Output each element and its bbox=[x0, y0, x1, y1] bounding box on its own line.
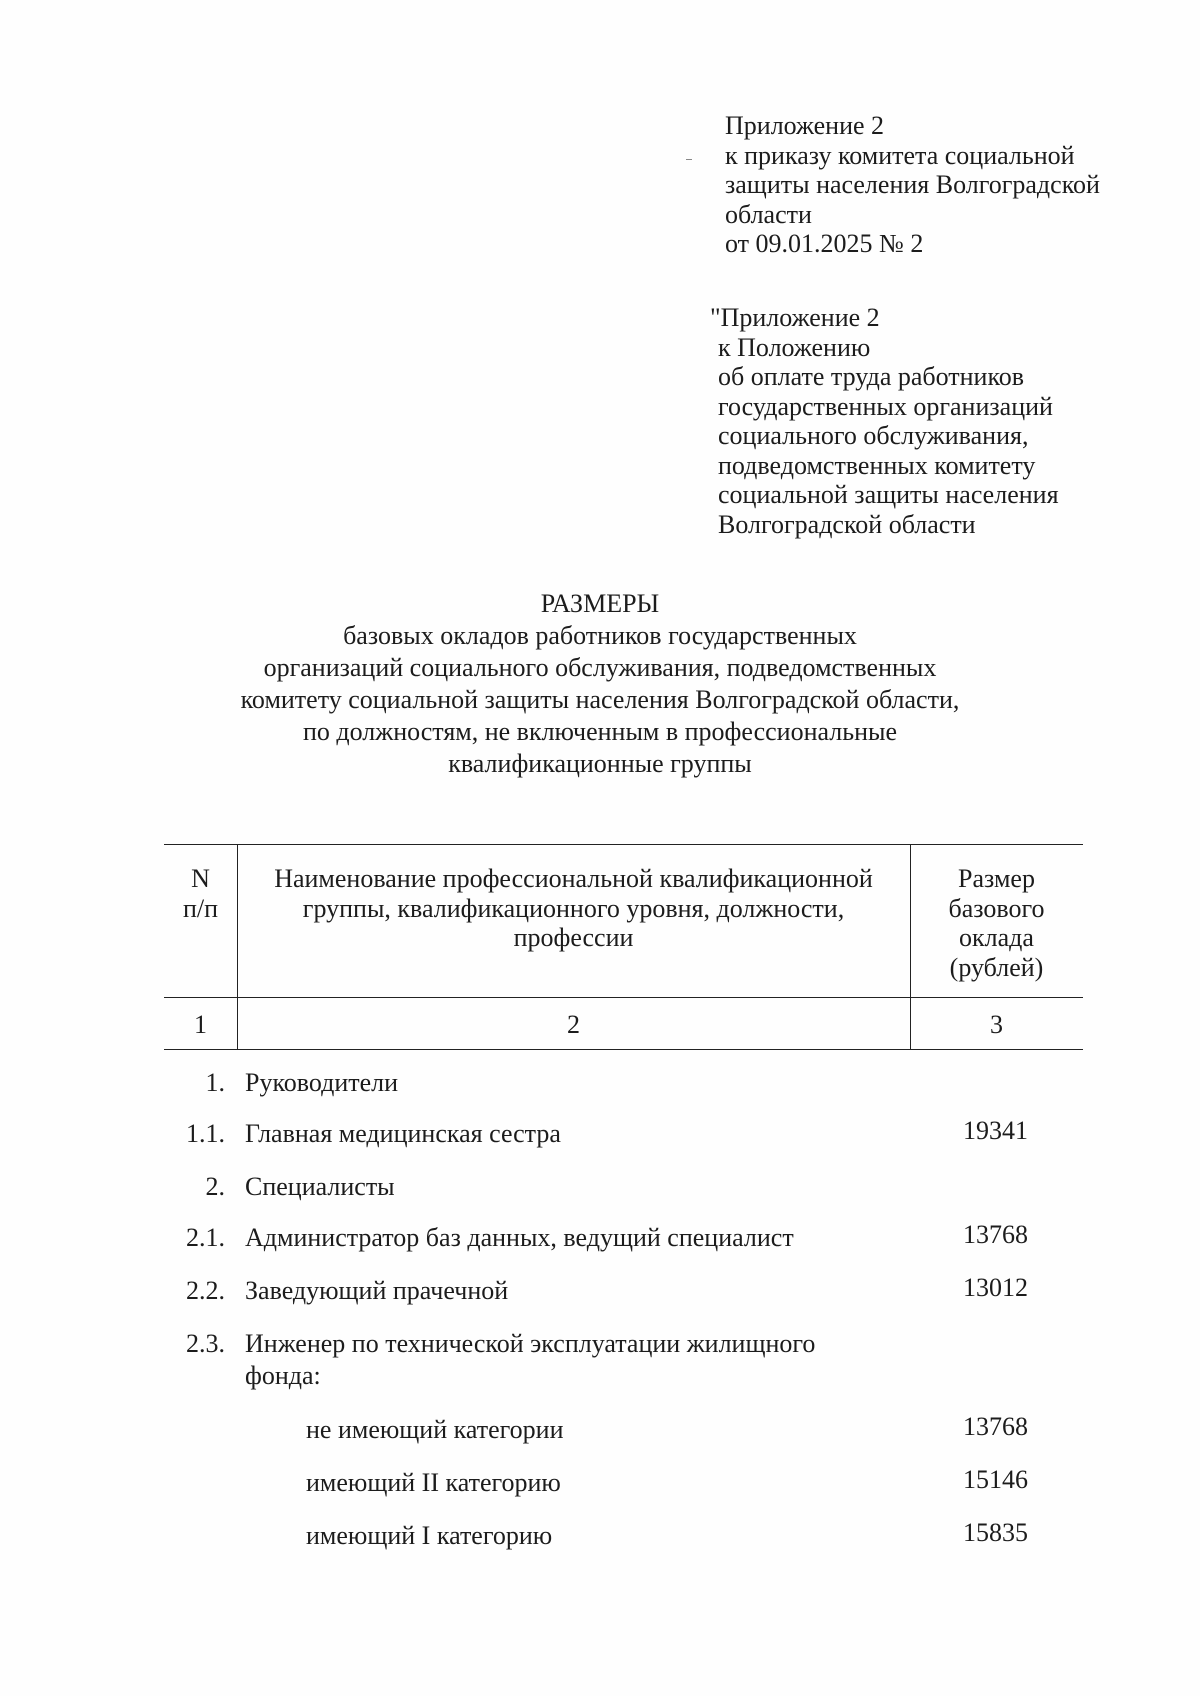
title-line: комитету социальной защиты населения Волгоградской области, bbox=[240, 685, 960, 714]
appendix-line: от 09.01.2025 № 2 bbox=[725, 229, 924, 258]
regulation-line: подведомственных комитету bbox=[718, 450, 1036, 480]
regulation-line: социальной защиты населения bbox=[718, 480, 1059, 509]
row-num: 1. bbox=[205, 1068, 225, 1097]
row-name: Заведующий прачечной bbox=[245, 1276, 509, 1305]
regulation-line: "Приложение 2 bbox=[710, 303, 880, 332]
appendix-line: к приказу комитета социальной bbox=[725, 140, 1075, 170]
row-value: 19341 bbox=[963, 1116, 1028, 1145]
row-num: 2.2. bbox=[186, 1276, 225, 1305]
header-name: Наименование профессиональной квалификационной группы, квалификационного уровня, должности, профессии bbox=[274, 864, 873, 952]
table-row bbox=[0, 1329, 1200, 1389]
document-title bbox=[0, 588, 1200, 780]
regulation-line: к Положению bbox=[718, 332, 871, 362]
row-value: 13768 bbox=[963, 1220, 1028, 1249]
row-name: имеющий II категорию bbox=[306, 1468, 561, 1497]
regulation-header bbox=[710, 303, 1059, 539]
regulation-line: Волгоградской области bbox=[718, 509, 976, 539]
header-salary: Размер базового оклада (рублей) bbox=[948, 864, 1045, 982]
appendix-line: области bbox=[725, 199, 812, 229]
title-line: по должностям, не включенным в профессиональные bbox=[302, 717, 898, 746]
row-value: 15835 bbox=[963, 1518, 1028, 1547]
row-value: 13012 bbox=[963, 1273, 1028, 1302]
row-name-continued: фонда: bbox=[245, 1361, 321, 1390]
col-number: 3 bbox=[990, 1010, 1003, 1039]
regulation-line: об оплате труда работников bbox=[718, 362, 1025, 391]
row-name: Главная медицинская сестра bbox=[245, 1119, 561, 1148]
row-name: Специалисты bbox=[245, 1172, 395, 1201]
title-line: базовых окладов работников государственных bbox=[343, 621, 857, 650]
row-name: Руководители bbox=[245, 1068, 399, 1097]
scan-mark bbox=[686, 159, 692, 160]
appendix-header bbox=[725, 111, 1100, 259]
row-name: Администратор баз данных, ведущий специалист bbox=[245, 1223, 794, 1252]
row-num: 1.1. bbox=[186, 1119, 225, 1148]
title-line: квалификационные группы bbox=[448, 749, 752, 778]
regulation-line: государственных организаций bbox=[718, 391, 1053, 421]
row-name: Инженер по технической эксплуатации жилищного bbox=[245, 1329, 816, 1358]
table-header-rule bbox=[164, 997, 1083, 998]
header-num: N п/п bbox=[182, 864, 219, 923]
title-main: РАЗМЕРЫ bbox=[540, 589, 660, 618]
appendix-line: защиты населения Волгоградской bbox=[725, 170, 1100, 199]
table-number-rule bbox=[164, 1049, 1083, 1050]
row-num: 2. bbox=[205, 1172, 225, 1201]
regulation-line: социального обслуживания, bbox=[718, 421, 1029, 450]
row-name: имеющий I категорию bbox=[306, 1521, 553, 1550]
col-number: 1 bbox=[194, 1010, 207, 1039]
row-value: 15146 bbox=[963, 1465, 1028, 1494]
row-num: 2.1. bbox=[186, 1223, 225, 1252]
row-value: 13768 bbox=[963, 1412, 1028, 1441]
row-num: 2.3. bbox=[186, 1329, 225, 1358]
col-number: 2 bbox=[567, 1010, 580, 1039]
table-top-rule bbox=[164, 844, 1083, 845]
appendix-line: Приложение 2 bbox=[725, 111, 885, 140]
title-line: организаций социального обслуживания, подведомственных bbox=[263, 653, 937, 682]
row-name: не имеющий категории bbox=[306, 1415, 564, 1444]
